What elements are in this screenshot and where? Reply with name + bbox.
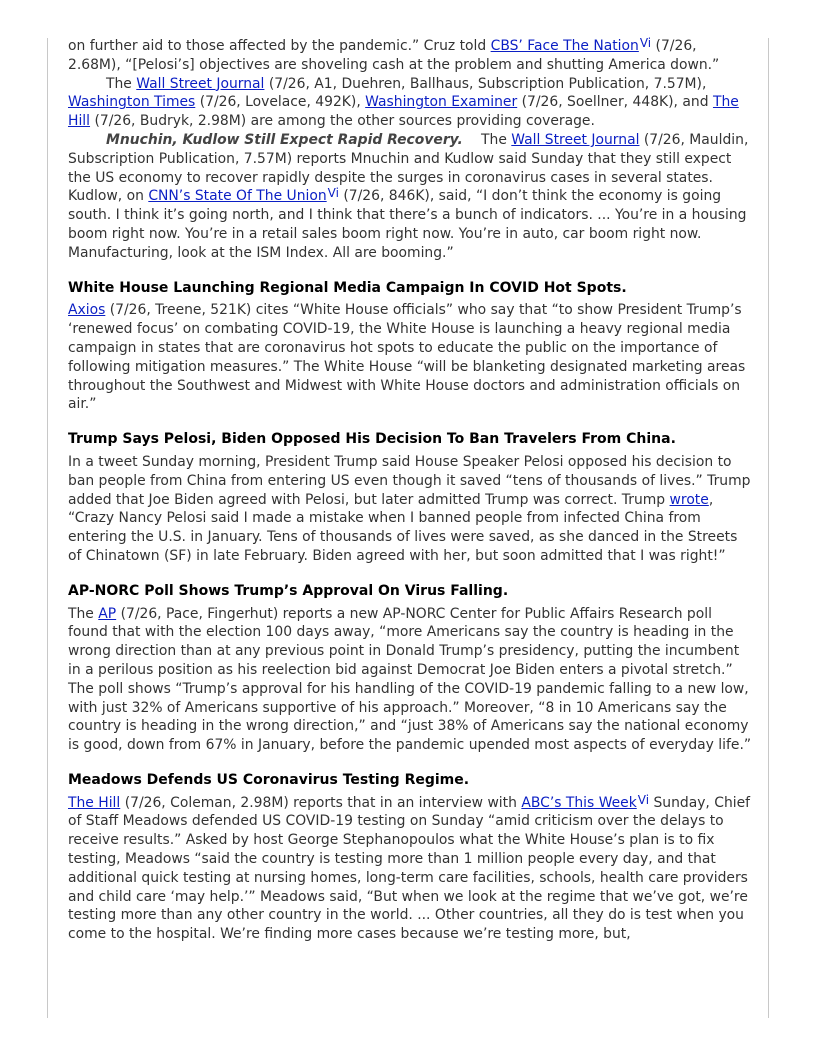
heading-trump-pelosi-biden: Trump Says Pelosi, Biden Opposed His Decision To Ban Travelers From China. (68, 431, 676, 448)
text: (7/26, Coleman, 2.98M) reports that in an interview with (120, 794, 522, 811)
paragraph-other-sources (68, 75, 752, 131)
video-indicator-icon[interactable]: Vi (639, 36, 652, 50)
video-indicator-icon[interactable]: Vi (637, 792, 650, 807)
text: on further aid to those affected by the pandemic.” Cruz told (68, 38, 491, 54)
link-the-hill-2[interactable]: The Hill (68, 794, 121, 811)
text: (7/26, 2.68M), “[Pelosi’s] objectives are shoveling cash at the problem and shutting America down.” (68, 38, 720, 73)
text: (7/26, A1, Duehren, Ballhaus, Subscription Publication, 7.57M), (264, 75, 707, 92)
link-cbs-face-the-nation[interactable]: CBS’ Face The Nation (490, 38, 639, 54)
text: (7/26, Budryk, 2.98M) are among the other sources providing coverage. (90, 113, 595, 130)
text: (7/26, 846K), said, “I don’t think the economy is going south. I think it’s going north, and I think that there’s a bunch of indicators. ... You’re in a housing boom right now. You’re in a retail sales boom right now. You’re in auto, car boom right now. Manufacturing, look at the ISM Index. All are booming.” (68, 188, 747, 261)
paragraph-mnuchin-kudlow (68, 131, 752, 263)
left-margin-rule (47, 38, 48, 1018)
document-body (68, 37, 752, 944)
link-abc-this-week[interactable]: ABC’s This Week (521, 794, 637, 811)
heading-white-house-media-campaign: White House Launching Regional Media Campaign In COVID Hot Spots. (68, 279, 627, 296)
paragraph-trump-tweet (68, 453, 752, 566)
link-wall-street-journal-2[interactable]: Wall Street Journal (511, 131, 640, 148)
link-washington-times[interactable]: Washington Times (68, 94, 196, 111)
text: Sunday, Chief of Staff Meadows defended US COVID-19 testing on Sunday “amid criticism over the delays to receive results.” Asked by host George Stephanopoulos what the White House’s plan is to fix testing, Meadows “said the country is testing more than 1 million people every day, and that additional quick testing at nursing homes, long-term care facilities, schools, health care providers and child care ‘may help.’” Meadows said, “But when we look at the regime that we’ve got, we’re testing more than any other country in the world. ... Other countries, all they do is test when you come to the hospital. We’re finding more cases because we’re testing more, but, (68, 794, 751, 943)
text: (7/26, Treene, 521K) cites “White House officials” who say that “to show President Trump’s ‘renewed focus’ on combating COVID-19, the White House is launching a heavy regional media campaign in states that are coronavirus hot spots to educate the public on the importance of following mitigation measures.” The White House “will be blanketing designated marketing areas throughout the Southwest and Midwest with White House doctors and administration officials on air.” (68, 302, 746, 413)
subheading-mnuchin-kudlow: Mnuchin, Kudlow Still Expect Rapid Recovery. (106, 131, 463, 148)
link-axios[interactable]: Axios (68, 302, 106, 319)
text: In a tweet Sunday morning, President Trump said House Speaker Pelosi opposed his decision to ban people from China from entering US even though it saved “tens of thousands of lives.” Trump added that Joe Biden agreed with Pelosi, but later admitted Trump was correct. Trump (68, 453, 751, 508)
text: (7/26, Pace, Fingerhut) reports a new AP-NORC Center for Public Affairs Research poll found that with the election 100 days away, “more Americans say the country is heading in the wrong direction than at any previous point in Donald Trump’s presidency, putting the incumbent in a perilous position as his reelection bid against Democrat Joe Biden enters a pivotal stretch.” The poll shows “Trump’s approval for his handling of the COVID-19 pandemic falling to a new low, with just 32% of Americans supportive of his approach.” Moreover, “8 in 10 Americans say the country is heading in the wrong direction,” and “just 38% of Americans say the national economy is good, down from 67% in January, before the pandemic upended most aspects of everyday life.” (68, 605, 752, 754)
text: The (106, 75, 137, 92)
link-wall-street-journal[interactable]: Wall Street Journal (136, 75, 265, 92)
right-margin-rule (768, 38, 769, 1018)
link-the-hill[interactable]: The Hill (68, 94, 739, 130)
video-indicator-icon[interactable]: Vi (327, 186, 339, 201)
paragraph-axios (68, 301, 752, 414)
link-cnn-state-of-the-union[interactable]: CNN’s State Of The Union (148, 188, 327, 205)
heading-meadows-testing: Meadows Defends US Coronavirus Testing Regime. (68, 771, 470, 788)
text: (7/26, Lovelace, 492K), (195, 94, 366, 111)
text: , “Crazy Nancy Pelosi said I made a mistake when I banned people from infected China from entering the U.S. in January. Tens of thousands of lives were saved, as she danced in the Streets of Chinatown (SF) in late February. Biden agreed with her, but soon admitted that I was right!” (68, 491, 738, 564)
paragraph-cruz (68, 37, 752, 75)
paragraph-meadows (68, 794, 752, 944)
text: The (462, 131, 512, 148)
heading-ap-norc-poll: AP-NORC Poll Shows Trump’s Approval On Virus Falling. (68, 582, 509, 599)
text: (7/26, Soellner, 448K), and (517, 94, 713, 111)
text: The (68, 605, 99, 622)
text: (7/26, Mauldin, Subscription Publication, 7.57M) reports Mnuchin and Kudlow said Sunday that they still expect the US economy to recover rapidly despite the surges in coronavirus cases in several states. Kudlow, on (68, 131, 749, 205)
link-ap[interactable]: AP (98, 605, 117, 622)
paragraph-ap-poll (68, 605, 752, 755)
link-washington-examiner[interactable]: Washington Examiner (365, 94, 518, 111)
link-wrote[interactable]: wrote (669, 491, 709, 508)
